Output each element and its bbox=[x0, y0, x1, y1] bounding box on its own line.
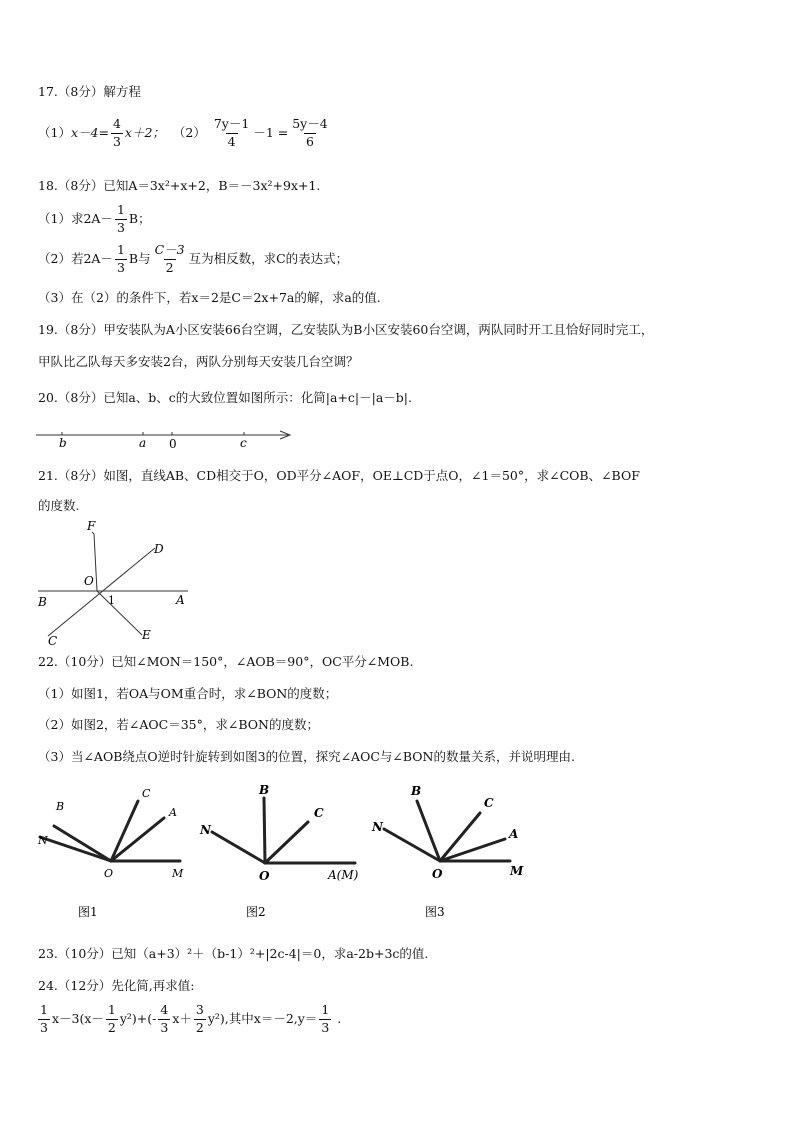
q24-fraction-3 bbox=[158, 1004, 170, 1034]
q17-part1-prefix: （1） bbox=[38, 124, 71, 140]
label-c: c bbox=[240, 436, 247, 450]
q17-part2-mid: －1 = bbox=[253, 124, 289, 140]
q17-part2-fraction-1 bbox=[212, 118, 251, 148]
label-b: B bbox=[259, 783, 270, 797]
caption-fig-2: 图2 bbox=[246, 905, 266, 919]
label-o: O bbox=[259, 869, 270, 883]
q24-fraction-4 bbox=[194, 1004, 206, 1034]
q17-part1-lhs: x－4= bbox=[70, 124, 109, 140]
q24-term-5: . bbox=[337, 1010, 342, 1026]
ray-oe bbox=[97, 591, 142, 635]
fraction-denominator: 4 bbox=[227, 133, 236, 149]
label-o: O bbox=[432, 867, 443, 881]
ray-ob bbox=[417, 801, 440, 861]
label-b: B bbox=[411, 784, 422, 798]
q19-line2: 甲队比乙队每天多安装2台，两队分别每天安装几台空调？ bbox=[38, 354, 359, 369]
fraction-denominator: 3 bbox=[116, 219, 125, 235]
label-n: N bbox=[200, 823, 211, 837]
fraction-numerator: 4 bbox=[112, 116, 121, 131]
fraction-denominator: 6 bbox=[305, 133, 314, 149]
fraction-numerator: 4 bbox=[160, 1002, 169, 1017]
fraction-numerator: 5y－4 bbox=[292, 116, 328, 131]
q24-term-2: y²)+(- bbox=[119, 1010, 157, 1026]
label-b: B bbox=[38, 595, 47, 609]
label-m: M bbox=[172, 867, 184, 880]
q22-figure-2 bbox=[196, 780, 376, 924]
q17-part2-prefix: （2） bbox=[172, 124, 206, 140]
label-d: D bbox=[154, 542, 164, 556]
fraction-numerator: 1 bbox=[116, 202, 125, 217]
q24-term-1: x－3(x－ bbox=[51, 1010, 104, 1026]
ray-on bbox=[384, 829, 440, 861]
fraction-numerator: 1 bbox=[321, 1002, 330, 1017]
q21-figure bbox=[30, 518, 200, 648]
fraction-numerator: 1 bbox=[107, 1002, 116, 1017]
fraction-numerator: 3 bbox=[195, 1002, 204, 1017]
q18-part2-fraction-1 bbox=[115, 244, 127, 274]
label-a: A bbox=[169, 806, 177, 819]
label-o: O bbox=[84, 574, 94, 588]
fraction-denominator: 3 bbox=[160, 1019, 169, 1035]
fraction-numerator: 1 bbox=[40, 1002, 48, 1017]
q20-number-line bbox=[30, 422, 300, 452]
fraction-denominator: 3 bbox=[40, 1019, 48, 1035]
label-c: C bbox=[314, 806, 324, 820]
q24-fraction-1 bbox=[38, 1004, 50, 1034]
label-b: B bbox=[56, 800, 65, 813]
q22-part2: （2）如图2，若∠AOC＝35°，求∠BON的度数； bbox=[38, 717, 319, 732]
q22-header: 22.（10分）已知∠MON＝150°，∠AOB＝90°，OC平分∠MOB. bbox=[38, 654, 414, 669]
q22-figure-3 bbox=[368, 780, 538, 924]
ray-oc bbox=[265, 822, 308, 863]
label-b: b bbox=[59, 436, 67, 450]
q22-part3: （3）当∠AOB绕点O逆时针旋转到如图3的位置，探究∠AOC与∠BON的数量关系，并说明理由. bbox=[38, 749, 575, 764]
q17-header: 17.（8分）解方程 bbox=[38, 84, 141, 99]
label-n: N bbox=[38, 834, 48, 847]
label-zero: 0 bbox=[169, 437, 177, 451]
label-a: A bbox=[176, 593, 185, 607]
q24-fraction-5 bbox=[319, 1004, 331, 1034]
line-cd bbox=[48, 548, 155, 636]
fraction-denominator: 3 bbox=[116, 259, 125, 275]
q24-fraction-2 bbox=[106, 1004, 118, 1034]
q17-part2-fraction-2 bbox=[290, 118, 329, 148]
q18-header: 18.（8分）已知A＝3x²+x+2，B＝－3x²+9x+1. bbox=[38, 178, 321, 193]
q18-part1-fraction bbox=[115, 204, 127, 234]
q24-term-4: y²),其中x＝－2,y＝ bbox=[207, 1010, 318, 1026]
q21-line1: 21.（8分）如图，直线AB、CD相交于O，OD平分∠AOF，OE⊥CD于点O，∠1＝50°，求∠COB、∠BOF bbox=[38, 468, 640, 483]
fraction-numerator: 1 bbox=[116, 242, 125, 257]
fraction-denominator: 2 bbox=[107, 1019, 116, 1035]
q17-part1-rhs: x＋2； bbox=[124, 124, 165, 140]
fraction-denominator: 2 bbox=[195, 1019, 204, 1035]
q21-line2: 的度数. bbox=[38, 498, 80, 513]
label-c: C bbox=[484, 796, 494, 810]
q18-part2 bbox=[38, 244, 348, 274]
q17-equations bbox=[38, 118, 332, 148]
label-e: E bbox=[142, 628, 151, 642]
q18-part2-fraction-2 bbox=[153, 244, 187, 274]
ray-oc bbox=[111, 801, 138, 861]
ray-ob bbox=[264, 798, 265, 863]
q18-part2-suffix: 互为相反数，求C的表达式； bbox=[188, 250, 349, 266]
q18-part2-mid: B与 bbox=[128, 250, 151, 266]
q18-part3: （3）在（2）的条件下，若x＝2是C＝2x+7a的解，求a的值. bbox=[38, 290, 381, 305]
label-c: C bbox=[142, 787, 151, 800]
label-c: C bbox=[48, 634, 58, 648]
fraction-denominator: 3 bbox=[112, 133, 121, 149]
fraction-denominator: 2 bbox=[165, 259, 174, 275]
label-m: M bbox=[510, 864, 524, 878]
fraction-numerator: 7y－1 bbox=[213, 116, 250, 131]
q24-expression bbox=[38, 1004, 341, 1034]
caption-fig-1: 图1 bbox=[78, 905, 98, 919]
q20-text: 20.（8分）已知a、b、c的大致位置如图所示：化简|a+c|－|a－b|. bbox=[38, 390, 412, 405]
q18-part2-prefix: （2）若2A－ bbox=[38, 250, 113, 266]
q19-line1: 19.（8分）甲安装队为A小区安装66台空调，乙安装队为B小区安装60台空调，两队同时开工且恰好同时完工， bbox=[38, 322, 654, 337]
label-a-m: A(M) bbox=[328, 868, 359, 882]
label-f: F bbox=[87, 519, 96, 533]
q24-header: 24.（12分）先化简,再求值: bbox=[38, 978, 195, 993]
q18-part1-prefix: （1）求2A－ bbox=[38, 210, 113, 226]
q23-text: 23.（10分）已知（a+3）²＋（b-1）²+|2c-4|＝0，求a-2b+3c的值. bbox=[38, 946, 429, 961]
q22-figure-1 bbox=[34, 784, 194, 924]
caption-fig-3: 图3 bbox=[425, 905, 445, 919]
label-a: A bbox=[509, 827, 519, 841]
q22-part1: （1）如图1，若OA与OM重合时，求∠BON的度数； bbox=[38, 686, 338, 701]
label-angle-1: 1 bbox=[108, 594, 115, 607]
label-o: O bbox=[104, 867, 114, 880]
fraction-numerator: C－3 bbox=[154, 242, 185, 257]
q18-part1-suffix: B； bbox=[128, 210, 151, 226]
q24-term-3: x＋ bbox=[172, 1010, 192, 1026]
label-a: a bbox=[139, 436, 147, 450]
ray-on bbox=[212, 832, 265, 863]
ray-oa bbox=[111, 818, 164, 861]
q18-part1 bbox=[38, 204, 151, 234]
q17-part1-fraction bbox=[111, 118, 123, 148]
fraction-denominator: 3 bbox=[321, 1019, 330, 1035]
label-n: N bbox=[372, 820, 383, 834]
